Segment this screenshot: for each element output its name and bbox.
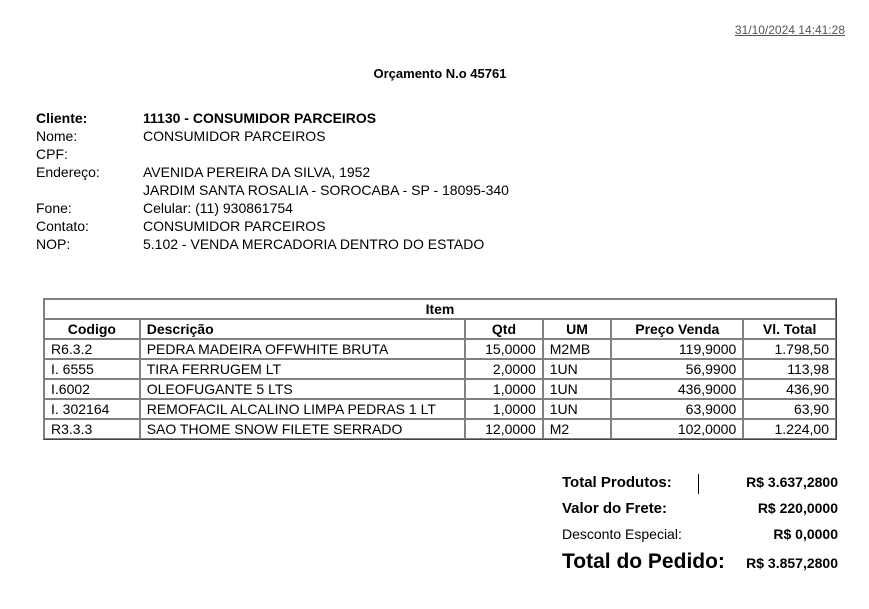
contact-value: CONSUMIDOR PARCEIROS	[143, 218, 326, 234]
cell-qtd: 1,0000	[465, 399, 543, 419]
col-header-codigo: Codigo	[44, 319, 140, 339]
cell-um: 1UN	[543, 399, 612, 419]
address-line1: AVENIDA PEREIRA DA SILVA, 1952	[143, 164, 371, 180]
cell-preco-venda: 119,9000	[611, 339, 743, 359]
contact-label: Contato:	[36, 218, 89, 234]
cell-preco-venda: 56,9900	[611, 359, 743, 379]
col-header-descricao: Descrição	[140, 319, 465, 339]
client-info	[36, 109, 509, 253]
cell-qtd: 2,0000	[465, 359, 543, 379]
table-row	[44, 379, 836, 399]
address-line2: JARDIM SANTA ROSALIA - SOROCABA - SP - 18095-340	[143, 182, 509, 198]
col-header-preco-venda: Preço Venda	[611, 319, 743, 339]
cell-descricao: REMOFACIL ALCALINO LIMPA PEDRAS 1 LT	[140, 399, 465, 419]
cell-codigo: I.6002	[44, 379, 140, 399]
col-header-vl-total: Vl. Total	[743, 319, 836, 339]
cpf-row	[36, 145, 509, 163]
cell-descricao: OLEOFUGANTE 5 LTS	[140, 379, 465, 399]
document-title: Orçamento N.o 45761	[373, 66, 507, 81]
cell-vl-total: 63,90	[743, 399, 836, 419]
cell-um: M2MB	[543, 339, 612, 359]
name-label: Nome:	[36, 128, 78, 144]
total-produtos-row	[562, 474, 838, 500]
cell-qtd: 15,0000	[465, 339, 543, 359]
name-row	[36, 127, 509, 145]
frete-value: R$ 220,0000	[757, 500, 838, 516]
cell-preco-venda: 102,0000	[611, 419, 743, 439]
cell-descricao: SAO THOME SNOW FILETE SERRADO	[140, 419, 465, 439]
frete-row	[562, 500, 838, 526]
cell-qtd: 12,0000	[465, 419, 543, 439]
cell-codigo: I. 302164	[44, 399, 140, 419]
cell-um: 1UN	[543, 379, 612, 399]
cell-descricao: TIRA FERRUGEM LT	[140, 359, 465, 379]
cell-vl-total: 1.224,00	[743, 419, 836, 439]
cell-codigo: I. 6555	[44, 359, 140, 379]
table-row	[44, 399, 836, 419]
cell-vl-total: 113,98	[743, 359, 836, 379]
cpf-label: CPF:	[36, 146, 68, 162]
cell-preco-venda: 63,9000	[611, 399, 743, 419]
address-row-2	[36, 181, 509, 199]
frete-label: Valor do Frete:	[562, 500, 668, 517]
cell-um: 1UN	[543, 359, 612, 379]
print-timestamp: 31/10/2024 14:41:28	[734, 23, 845, 37]
phone-row	[36, 199, 509, 217]
cell-vl-total: 1.798,50	[743, 339, 836, 359]
divider	[698, 474, 699, 494]
totals-section	[562, 474, 838, 580]
total-pedido-label: Total do Pedido:	[562, 550, 725, 573]
client-label: Cliente:	[36, 110, 88, 126]
client-value: 11130 - CONSUMIDOR PARCEIROS	[143, 110, 377, 126]
table-row	[44, 359, 836, 379]
total-pedido-row	[562, 550, 838, 580]
table-header-row	[44, 319, 836, 339]
table-group-header	[44, 299, 836, 319]
desconto-label: Desconto Especial:	[562, 526, 682, 542]
total-produtos-label: Total Produtos:	[562, 474, 672, 491]
items-table	[43, 298, 837, 440]
table-row	[44, 419, 836, 439]
nop-value: 5.102 - VENDA MERCADORIA DENTRO DO ESTADO	[143, 236, 485, 252]
contact-row	[36, 217, 509, 235]
nop-row	[36, 235, 509, 253]
total-produtos-value: R$ 3.637,2800	[746, 474, 838, 490]
table-row	[44, 339, 836, 359]
col-header-um: UM	[543, 319, 612, 339]
phone-value: Celular: (11) 930861754	[143, 200, 293, 216]
cell-qtd: 1,0000	[465, 379, 543, 399]
cell-codigo: R3.3.3	[44, 419, 140, 439]
desconto-value: R$ 0,0000	[773, 526, 838, 542]
cell-vl-total: 436,90	[743, 379, 836, 399]
total-pedido-value: R$ 3.857,2800	[746, 555, 838, 571]
cell-codigo: R6.3.2	[44, 339, 140, 359]
item-group-header: Item	[44, 299, 836, 319]
address-row	[36, 163, 509, 181]
client-row	[36, 109, 509, 127]
phone-label: Fone:	[36, 200, 72, 216]
nop-label: NOP:	[36, 236, 71, 252]
col-header-qtd: Qtd	[465, 319, 543, 339]
cell-preco-venda: 436,9000	[611, 379, 743, 399]
name-value: CONSUMIDOR PARCEIROS	[143, 128, 326, 144]
desconto-row	[562, 526, 838, 550]
cell-descricao: PEDRA MADEIRA OFFWHITE BRUTA	[140, 339, 465, 359]
cell-um: M2	[543, 419, 612, 439]
address-label: Endereço:	[36, 164, 100, 180]
